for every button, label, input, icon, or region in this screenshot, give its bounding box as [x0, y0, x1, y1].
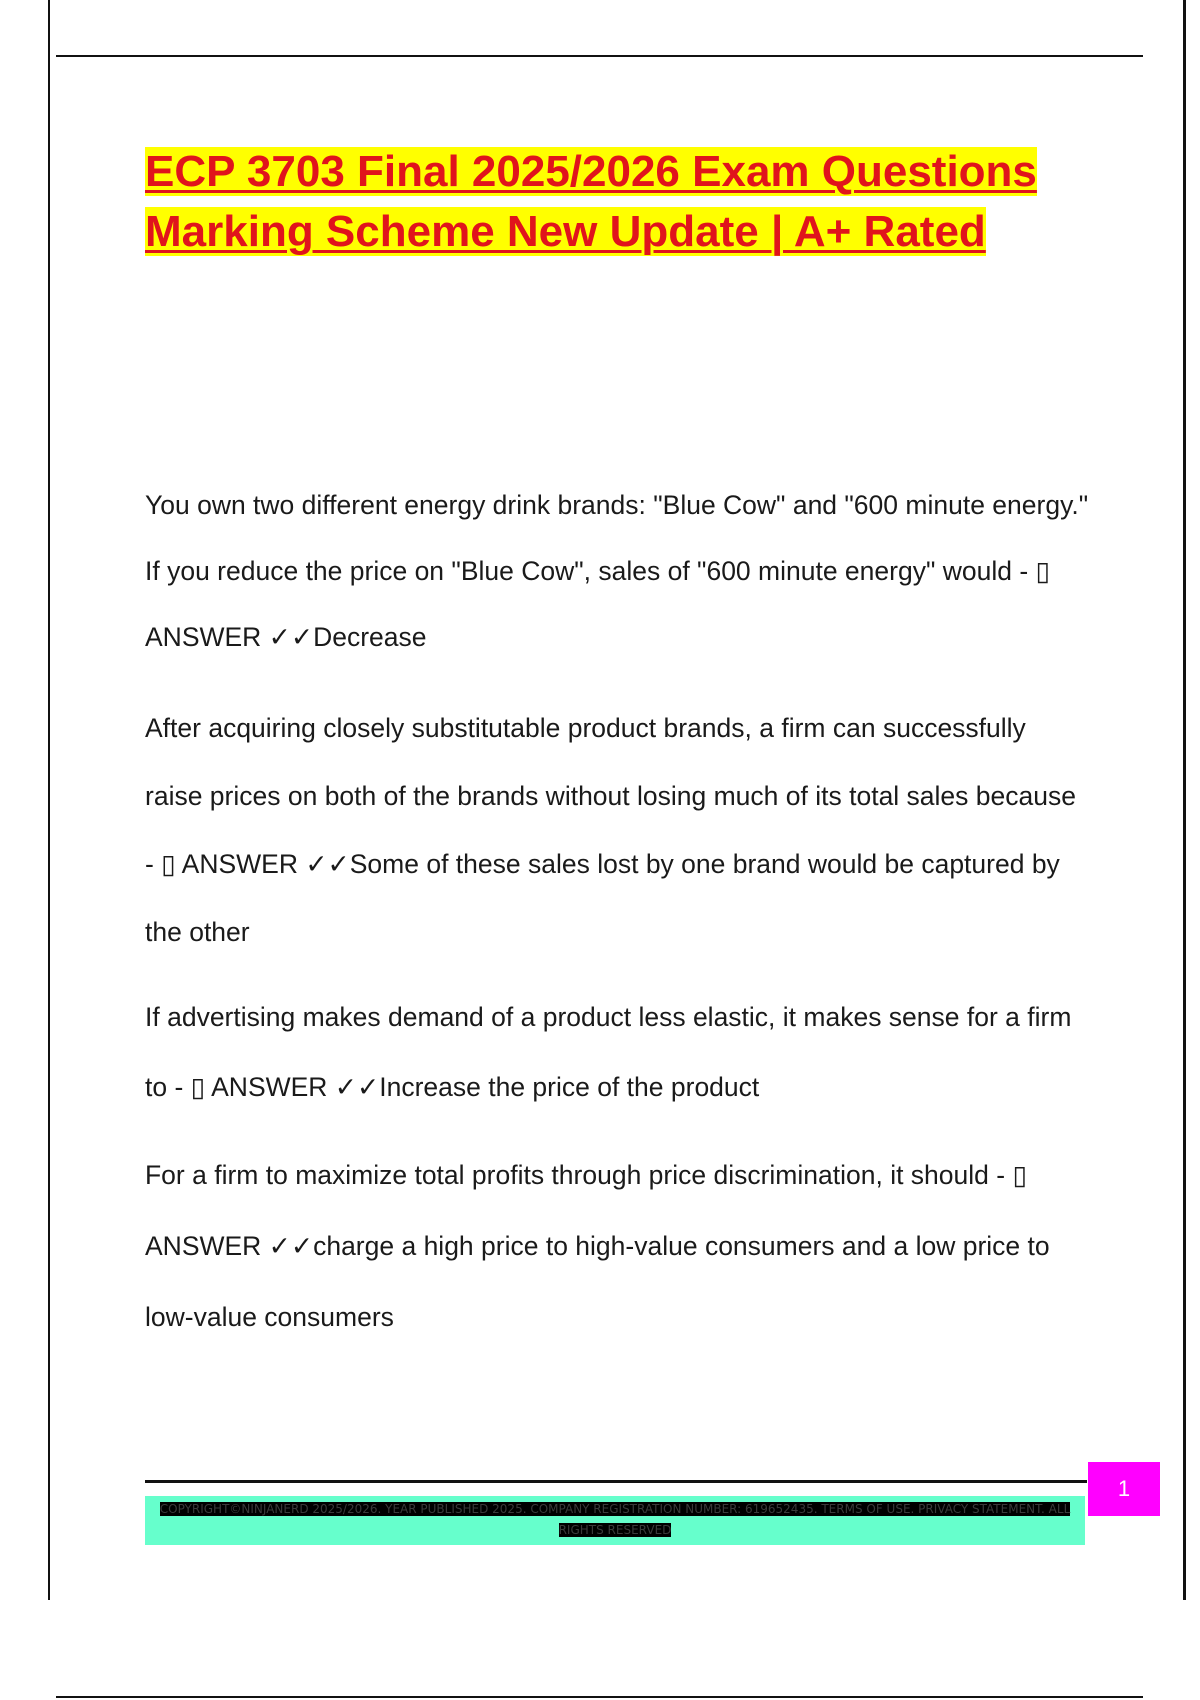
- page-border-left: [48, 0, 50, 1600]
- page-bottom-rule: [56, 1696, 1143, 1698]
- question-answer-1: You own two different energy drink brands: "Blue Cow" and "600 minute energy." If you reduce the price on "Blue Cow", sales of "600 minute energy" would - ▯ ANSWER ✓✓Decrease: [145, 490, 1089, 652]
- document-title: [145, 142, 1085, 262]
- question-answer-4: For a firm to maximize total profits through price discrimination, it should - ▯ ANSWER ✓✓charge a high price to high-value consumers and a low price to low-value consumers: [145, 1160, 1050, 1332]
- header-rule: [56, 55, 1143, 57]
- page-border-right: [1183, 0, 1186, 1600]
- document-title-text: ECP 3703 Final 2025/2026 Exam Questions Marking Scheme New Update | A+ Rated: [145, 147, 1037, 256]
- question-answer-3: If advertising makes demand of a product less elastic, it makes sense for a firm to - ▯ ANSWER ✓✓Increase the price of the product: [145, 1002, 1072, 1102]
- copyright-text: COPYRIGHT©NINJANERD 2025/2026. YEAR PUBLISHED 2025. COMPANY REGISTRATION NUMBER: 619652435. TERMS OF USE. PRIVACY STATEMENT. ALL RIGHTS RESERVED: [159, 1502, 1071, 1537]
- copyright-footer: [145, 1496, 1085, 1545]
- footer-rule: [145, 1480, 1087, 1483]
- question-answer-2: After acquiring closely substitutable product brands, a firm can successfully raise prices on both of the brands without losing much of its total sales because - ▯ ANSWER ✓✓Some of these sales lost by one brand would be captured by the other: [145, 713, 1076, 947]
- page-number-badge: 1: [1088, 1462, 1160, 1516]
